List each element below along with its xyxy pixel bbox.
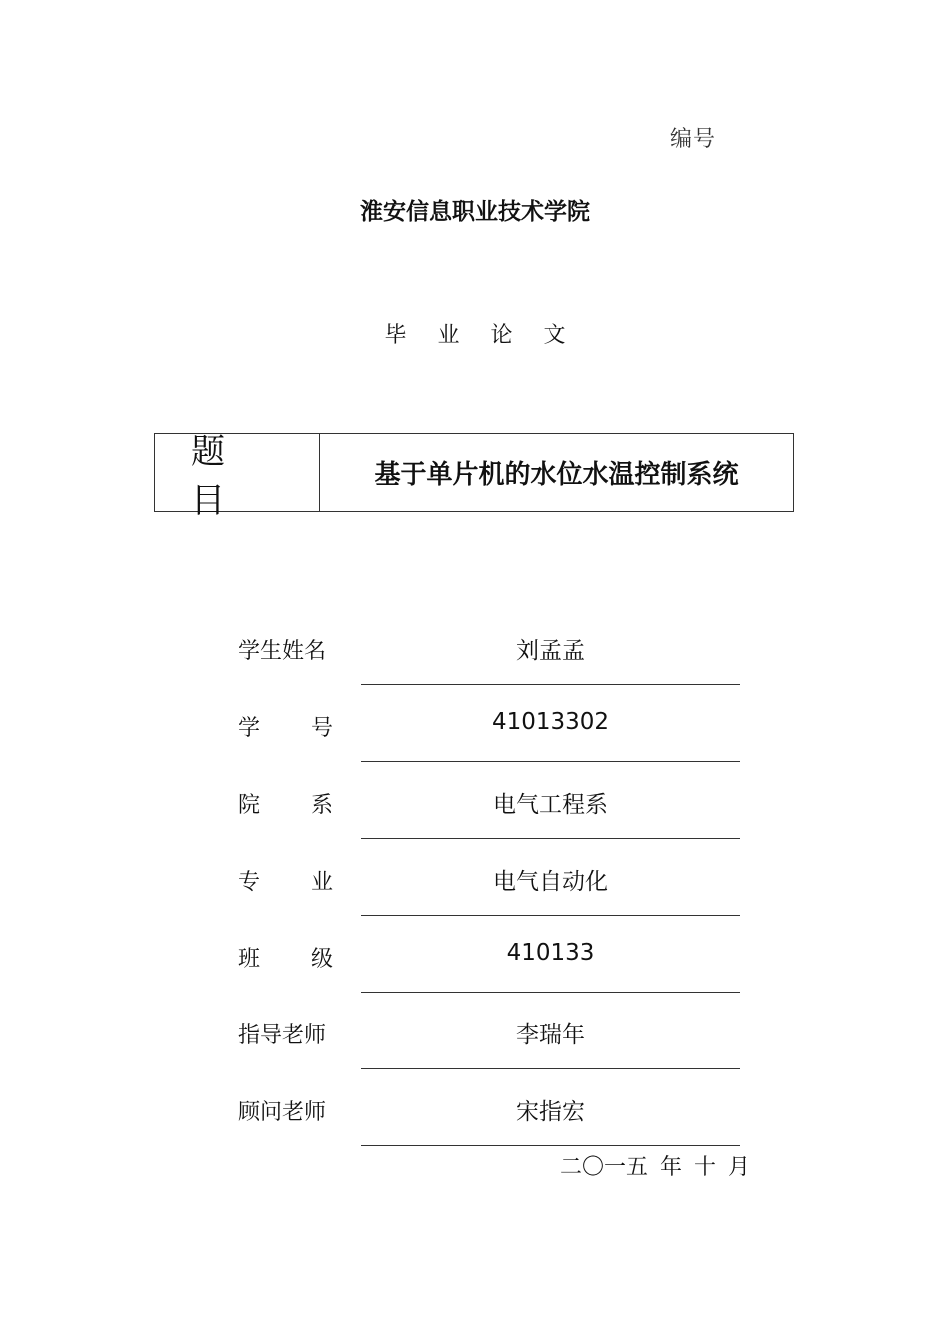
underline [361, 992, 740, 993]
school-name: 淮安信息职业技术学院 [360, 199, 590, 225]
info-label [238, 1018, 333, 1049]
info-value: 李瑞年 [516, 1022, 585, 1048]
info-label [238, 788, 333, 819]
info-row-department [238, 768, 740, 845]
info-label [238, 942, 333, 973]
date-month: 十 [694, 1155, 717, 1180]
info-value: 电气工程系 [493, 792, 608, 818]
thesis-title: 基于单片机的水位水温控制系统 [374, 460, 739, 490]
info-label-char: 专 [238, 870, 261, 895]
info-label-char: 院 [238, 793, 261, 818]
info-value: 刘孟孟 [516, 638, 585, 664]
info-label [238, 865, 333, 896]
info-label-char: 级 [310, 947, 333, 972]
info-label-text: 顾问老师 [238, 1100, 327, 1125]
info-row-student-name [238, 614, 740, 691]
date-line [560, 1150, 762, 1181]
info-row-major [238, 845, 740, 922]
info-row-student-id [238, 691, 740, 768]
info-row-advisor [238, 998, 740, 1075]
date-year: 二〇一五 [560, 1155, 649, 1180]
underline [361, 761, 740, 762]
info-label-char: 班 [238, 947, 261, 972]
info-label-text: 指导老师 [238, 1023, 327, 1048]
title-label: 题目 [155, 434, 320, 511]
underline [361, 684, 740, 685]
underline [361, 1145, 740, 1146]
info-label-char: 学 [238, 716, 261, 741]
underline [361, 838, 740, 839]
info-label-char: 号 [310, 716, 333, 741]
info-label-char: 业 [310, 870, 333, 895]
document-type: 毕 业 论 文 [384, 323, 578, 348]
info-row-class [238, 922, 740, 999]
date-month-unit: 月 [728, 1155, 751, 1180]
underline [361, 1068, 740, 1069]
underline [361, 915, 740, 916]
info-label [238, 711, 333, 742]
serial-number-label: 编号 [670, 127, 717, 152]
info-row-consultant [238, 1075, 740, 1152]
date-year-unit: 年 [660, 1155, 683, 1180]
info-value: 电气自动化 [493, 869, 608, 895]
info-label-text: 学生姓名 [238, 639, 327, 664]
info-label [238, 1095, 333, 1126]
info-value: 41013302 [491, 709, 610, 735]
info-value: 宋指宏 [516, 1099, 585, 1125]
info-label [238, 634, 333, 665]
info-value: 410133 [506, 940, 595, 966]
info-label-char: 系 [310, 793, 333, 818]
title-box [154, 431, 794, 521]
